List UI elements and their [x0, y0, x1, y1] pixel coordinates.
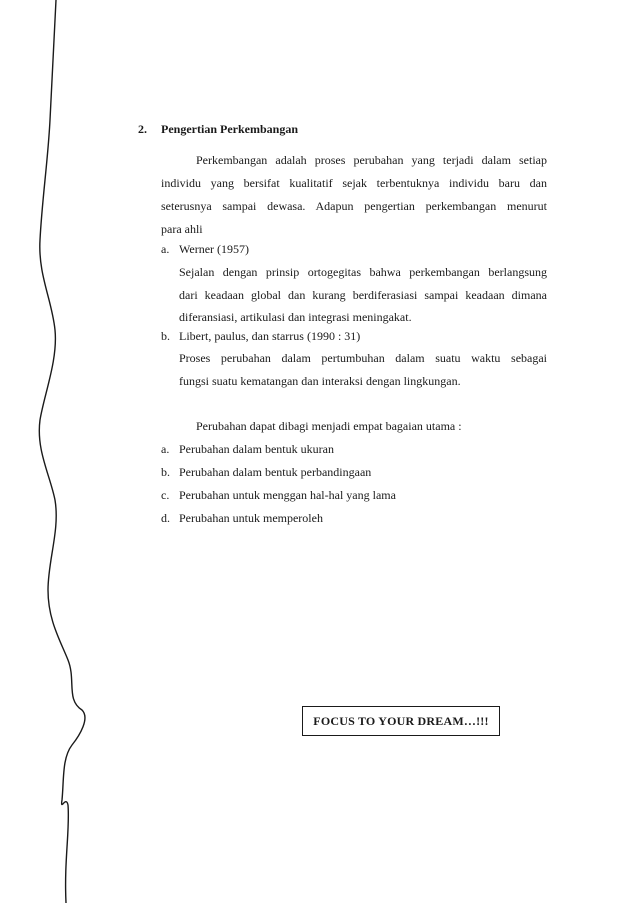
expert-a-name: Werner (1957) [179, 242, 250, 256]
section-number: 2. [138, 122, 147, 136]
expert-b-name: Libert, paulus, dan starrus (1990 : 31) [179, 329, 361, 343]
expert-b-line-1: Proses perubahan dalam pertumbuhan dalam suatu waktu sebagai [179, 351, 547, 365]
expert-a-line-1: Sejalan dengan prinsip ortogegitas bahwa perkembangan berlangsung [179, 265, 547, 279]
change-c-text: Perubahan untuk menggan hal-hal yang lama [179, 488, 396, 502]
intro-line-4: para ahli [161, 222, 203, 236]
changes-intro: Perubahan dapat dibagi menjadi empat bagaian utama : [196, 419, 462, 433]
expert-a-line-3: diferansiasi, artikulasi dan integrasi meningakat. [179, 310, 412, 324]
change-a-marker: a. [161, 442, 170, 456]
section-title: Pengertian Perkembangan [161, 122, 298, 136]
expert-a-marker: a. [161, 242, 170, 256]
expert-b-line-2: fungsi suatu kematangan dan interaksi dengan lingkungan. [179, 374, 461, 388]
change-d-text: Perubahan untuk memperoleh [179, 511, 323, 525]
motto-text: FOCUS TO YOUR DREAM…!!! [313, 713, 489, 728]
change-b-marker: b. [161, 465, 170, 479]
intro-line-3: seterusnya sampai dewasa. Adapun pengertian perkembangan menurut [161, 199, 547, 213]
motto-box [302, 706, 500, 736]
change-c-marker: c. [161, 488, 170, 502]
intro-line-1: Perkembangan adalah proses perubahan yang terjadi dalam setiap [196, 153, 547, 167]
change-d-marker: d. [161, 511, 170, 525]
intro-line-2: individu yang bersifat kualitatif sejak terbentuknya individu baru dan [161, 176, 547, 190]
expert-a-line-2: dari keadaan global dan kurang berdiferasiasi sampai keadaan dimana [179, 288, 547, 302]
change-a-text: Perubahan dalam bentuk ukuran [179, 442, 334, 456]
expert-b-marker: b. [161, 329, 170, 343]
change-b-text: Perubahan dalam bentuk perbandingaan [179, 465, 372, 479]
